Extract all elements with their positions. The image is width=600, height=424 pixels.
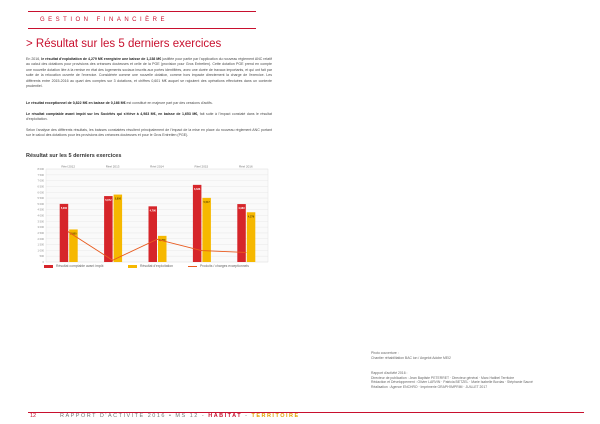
footer-brand-habitat: HABITAT bbox=[208, 413, 243, 419]
paragraph-analysis: Selon l'analyse des différents résultats, les baisses constatées résultent principalement de l'impact de la mise en place du nouveau règlement ANC portant sur le calcul des dotations pour les provisions des créances douteuses et pour le Gros Entretien (PGE). bbox=[26, 128, 272, 138]
footer-text: RAPPORT D'ACTIVITÉ 2016 • MS 12 - HABITAT - TERRITOIRE bbox=[60, 413, 300, 419]
legend-label-exceptional: Produits / charges exceptionnels bbox=[200, 264, 250, 268]
y-tick-label: 1 000 bbox=[37, 249, 44, 253]
legend-swatch-yellow bbox=[128, 265, 137, 268]
report-credit: Rapport d'activité 2016 : Directeur de publication : Jean Baptiste PETERRET · Directeur général · Marc Hatibel Territoire Rédaction et Développement : Olivier LARVIN · Patricia BETZEL · Marie Isabelle Bordas · Stéphanie Sauvé Réalisation : Agence ENCHRO · Imprimerie GRAPH'IMPRIM · JUILLET 2017 bbox=[371, 371, 533, 389]
legend-item-operating bbox=[128, 264, 173, 268]
category-label: Réel 2016 bbox=[238, 164, 253, 169]
category-label: Réel 2015 bbox=[194, 164, 209, 169]
paragraph-operating-result: En 2016, le résultat d'exploitation de 4,279 M€ enregistre une baisse de 1,238 M€ justifiée pour partie par l'application du nouveau règlement ANC relatif au calcul des dotations pour provisions des créances douteuses et celle de la PGE (provision pour Gros Entretien). Cette dotation PGE prend en compte une nouvelle dotation liée à la remise en état des logements sociaux inscrits aux portes identifiées, avec une durée de travaux importants, et qui ont fait par suite de la relocation ouverte de l'exercice. Considérée comme une nouvelle dotation, comme hors impacte directement la charge de l'exercice. Les différents entre 2015-2016 au quart des comptes sur 3 dotations, et chiffres 0,601 M€ auquel se rajoutent des opérations effectuées dans un contexte prudentiel. bbox=[26, 57, 272, 89]
header-title: GESTION FINANCIÈRE bbox=[40, 17, 169, 23]
category-label: Réel 2014 bbox=[150, 164, 164, 169]
y-tick-label: 5 500 bbox=[37, 197, 44, 201]
y-tick-label: 4 000 bbox=[37, 214, 44, 218]
paragraph-accounting-result: Le résultat comptable avant impôt sur les Sociétés qui s'élève à 4,983 M€, en baisse de 1,653 M€, fait suite à l'impact constaté dans le résultat d'exploitation. bbox=[26, 112, 272, 122]
section-title: > Résultat sur les 5 derniers exercices bbox=[26, 38, 222, 50]
line-point bbox=[245, 252, 246, 253]
category-label: Réel 2012 bbox=[61, 164, 76, 169]
y-tick-label: 7 500 bbox=[37, 173, 44, 177]
legend-label-accounting: Résultat comptable avant impôt bbox=[56, 264, 104, 268]
highlight-operating-result: le résultat d'exploitation de 4,279 M€ enregistre une baisse de 1,238 M€ bbox=[41, 57, 162, 61]
header-rule bbox=[28, 11, 256, 12]
y-tick-label: 2 000 bbox=[37, 237, 44, 241]
bar bbox=[202, 198, 211, 262]
bar-data-label: 5,800 bbox=[114, 197, 121, 201]
line-point bbox=[201, 250, 202, 251]
bar bbox=[114, 195, 123, 262]
bar-data-label: 4,790 bbox=[149, 209, 156, 213]
chart-title: Résultat sur les 5 derniers exercices bbox=[26, 153, 122, 159]
paragraph-exceptional-result: Le résultat exceptionnel de 0,822 M€ en baisse de 0,166 M€ est constitué en majeure part par des cessions d'actifs. bbox=[26, 101, 213, 105]
bar bbox=[60, 204, 68, 262]
bar-data-label: 5,672 bbox=[105, 199, 112, 203]
legend-line-orange bbox=[188, 266, 197, 267]
results-chart bbox=[26, 161, 274, 269]
y-tick-label: 0 bbox=[42, 261, 44, 264]
bar-data-label: 4,983 bbox=[238, 207, 245, 211]
bar-data-label: 6,636 bbox=[194, 187, 201, 191]
y-tick-label: 3 000 bbox=[37, 226, 44, 230]
bar-data-label: 5,517 bbox=[203, 200, 210, 204]
bar bbox=[237, 204, 246, 262]
line-point bbox=[112, 260, 113, 261]
line-point bbox=[156, 239, 157, 240]
legend-label-operating: Résultat d'exploitation bbox=[140, 264, 174, 268]
legend-item-exceptional bbox=[188, 264, 249, 268]
bar-data-label: 2,250 bbox=[159, 238, 166, 242]
footer-brand-territoire: TERRITOIRE bbox=[251, 413, 300, 419]
y-tick-label: 3 500 bbox=[37, 220, 44, 224]
bar bbox=[104, 196, 113, 262]
y-tick-label: 6 500 bbox=[37, 185, 44, 189]
y-tick-label: 1 500 bbox=[37, 243, 44, 247]
bar-data-label: 2,800 bbox=[70, 232, 77, 236]
y-tick-label: 7 000 bbox=[37, 179, 44, 183]
header-rule-bottom bbox=[28, 28, 256, 29]
photo-credit: Photo couverture : Chantier réhabilitation BAC ion / Angelot Adobe MEI2 bbox=[371, 351, 451, 360]
y-tick-label: 4 500 bbox=[37, 208, 44, 212]
page-number: 12 bbox=[30, 413, 37, 419]
legend-item-accounting bbox=[44, 264, 104, 268]
y-tick-label: 8 000 bbox=[37, 168, 44, 171]
y-tick-label: 2 500 bbox=[37, 231, 44, 235]
category-label: Réel 2013 bbox=[105, 164, 120, 169]
bar bbox=[149, 206, 158, 262]
y-tick-label: 500 bbox=[39, 255, 44, 259]
y-tick-label: 6 000 bbox=[37, 191, 44, 195]
bar-data-label: 5,000 bbox=[60, 206, 68, 210]
bar bbox=[247, 212, 256, 262]
line-point bbox=[68, 231, 69, 232]
y-tick-label: 5 000 bbox=[37, 202, 44, 206]
bar-data-label: 4,279 bbox=[247, 215, 255, 219]
legend-swatch-red bbox=[44, 265, 53, 268]
